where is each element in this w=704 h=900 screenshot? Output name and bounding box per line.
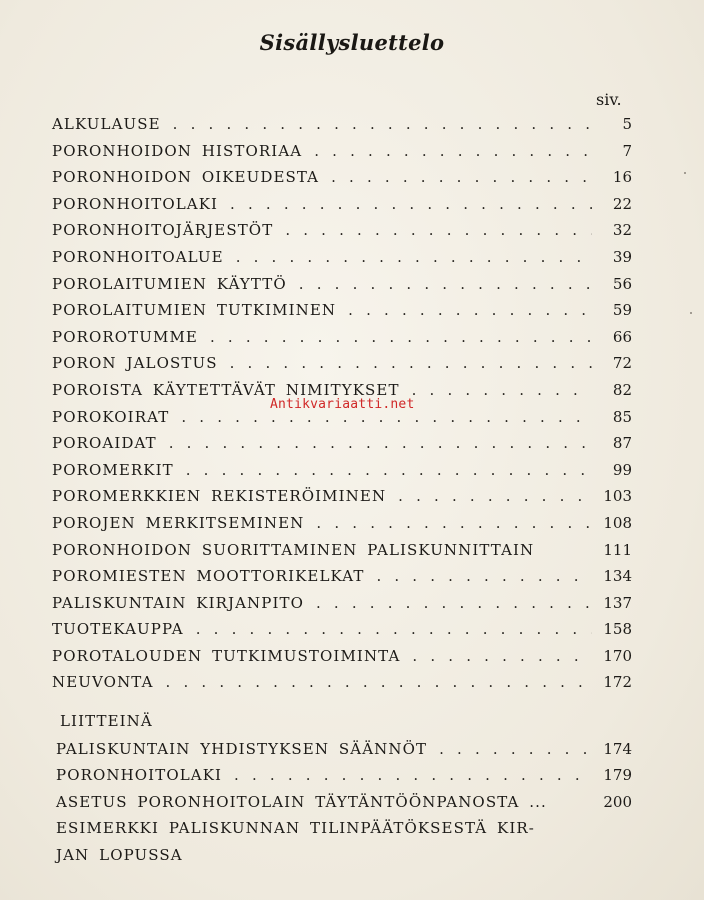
appendix-page-number: 200 (603, 792, 632, 811)
appendix-row (56, 766, 632, 792)
dot-leader (412, 381, 592, 399)
toc-page-number: 82 (612, 380, 632, 399)
toc-label: PORONHOITOLAKI (52, 194, 219, 213)
toc-page-number: 7 (622, 141, 632, 160)
toc-label: PORONHOITOALUE (52, 247, 224, 266)
dot-leader (234, 766, 592, 784)
toc-page-number: 5 (622, 115, 632, 133)
toc-page-number: 66 (612, 327, 632, 346)
toc-label: ALKULAUSE (52, 115, 161, 133)
toc-label: PORONHOIDON OIKEUDESTA (52, 168, 320, 187)
toc-label: POROAIDAT (52, 434, 157, 453)
toc-row (52, 647, 632, 674)
dot-leader (186, 461, 592, 479)
toc-label: POROLAITUMIEN KÄYTTÖ (52, 274, 287, 293)
dot-leader (285, 221, 592, 239)
toc-page-number: 22 (612, 194, 632, 213)
toc-page-number: 158 (603, 620, 632, 639)
toc-page-number: 172 (603, 673, 632, 692)
toc-label: POROTALOUDEN TUTKIMUSTOIMINTA (52, 646, 401, 665)
dot-leader (316, 594, 592, 612)
dot-leader (196, 620, 592, 638)
dot-leader (236, 248, 592, 266)
toc-page-number: 111 (603, 540, 632, 559)
appendix-label: PORONHOITOLAKI (56, 766, 223, 785)
appendix-label: PALISKUNTAIN YHDISTYKSEN SÄÄNNÖT (56, 740, 428, 758)
appendix-label: JAN LOPUSSA (56, 845, 183, 864)
toc-page-number: 87 (612, 434, 632, 453)
dot-leader (398, 487, 592, 505)
appendix-row (56, 740, 632, 766)
dot-leader (376, 567, 592, 585)
toc-label: POROROTUMME (52, 327, 198, 346)
toc-row (52, 115, 632, 142)
toc-page-number: 99 (612, 460, 632, 479)
toc-row (52, 487, 632, 514)
dot-leader (331, 168, 592, 186)
toc-row (52, 221, 632, 248)
toc-row (52, 461, 632, 488)
toc-label: PORONHOIDON HISTORIAA (52, 141, 303, 160)
toc-label: PORON JALOSTUS (52, 354, 218, 373)
dot-leader (316, 514, 592, 532)
toc-page-number: 56 (612, 274, 632, 293)
toc-row (52, 620, 632, 647)
toc-page-number: 85 (612, 407, 632, 426)
appendix-page-number: 179 (603, 766, 632, 785)
dot-leader (299, 275, 592, 293)
toc-row (52, 541, 632, 568)
toc-row (52, 142, 632, 169)
dot-leader (169, 434, 592, 452)
appendix-row (56, 846, 632, 872)
dot-leader (173, 115, 592, 133)
toc-label: TUOTEKAUPPA (52, 620, 184, 639)
paper-speck (684, 172, 686, 174)
toc-label: POROISTA KÄYTETTÄVÄT NIMITYKSET (52, 380, 400, 399)
toc-label: POROMERKKIEN REKISTERÖIMINEN (52, 487, 387, 506)
toc-label: NEUVONTA (52, 673, 154, 692)
toc-label: POROLAITUMIEN TUTKIMINEN (52, 301, 337, 320)
toc-page-number: 16 (612, 168, 632, 187)
appendix-row (56, 793, 632, 819)
dot-leader (412, 647, 592, 665)
toc-label: PALISKUNTAIN KIRJANPITO (52, 593, 304, 612)
toc-label: PORONHOIDON SUORITTAMINEN PALISKUNNITTAIN (52, 540, 535, 559)
toc-page-number: 59 (612, 301, 632, 320)
toc-page-number: 39 (612, 247, 632, 266)
toc-label: POROKOIRAT (52, 407, 170, 426)
toc-row (52, 673, 632, 700)
toc-page-number: 32 (612, 221, 632, 240)
appendix-list (56, 740, 632, 872)
toc-page-number: 170 (603, 646, 632, 665)
toc-label: POROMIESTEN MOOTTORIKELKAT (52, 567, 365, 586)
toc-label: POROJEN MERKITSEMINEN (52, 513, 305, 532)
appendix-label: ESIMERKKI PALISKUNNAN TILINPÄÄTÖKSESTÄ KIR- (56, 819, 535, 838)
dot-leader (230, 354, 592, 372)
toc-page-number: 134 (603, 567, 632, 586)
appendix-page-number: 174 (603, 740, 632, 758)
dot-leader (314, 142, 592, 160)
dot-leader (230, 195, 592, 213)
toc-row (52, 514, 632, 541)
toc-row (52, 248, 632, 275)
toc-page-number: 103 (603, 487, 632, 506)
toc-label: PORONHOITOJÄRJESTÖT (52, 221, 274, 240)
toc-row (52, 567, 632, 594)
toc-page-number: 72 (612, 354, 632, 373)
appendix-heading: LIITTEINÄ (60, 712, 153, 730)
dot-leader (439, 740, 592, 758)
toc-row (52, 434, 632, 461)
dot-leader (348, 301, 592, 319)
toc-row (52, 168, 632, 195)
paper-speck (690, 312, 692, 314)
dot-leader (166, 673, 592, 691)
toc-row (52, 275, 632, 302)
toc-row (52, 594, 632, 621)
page-column-header: siv. (596, 90, 622, 109)
toc-label: POROMERKIT (52, 460, 174, 479)
dot-leader (210, 328, 592, 346)
toc-row (52, 354, 632, 381)
toc-row (52, 195, 632, 222)
watermark: Antikvariaatti.net (270, 397, 415, 412)
toc-row (52, 301, 632, 328)
toc-row (52, 328, 632, 355)
toc-page-number: 108 (603, 513, 632, 532)
toc-page-number: 137 (603, 593, 632, 612)
appendix-label: ASETUS PORONHOITOLAIN TÄYTÄNTÖÖNPANOSTA ... (56, 792, 547, 811)
page-title: Sisällysluettelo (259, 30, 445, 55)
appendix-row (56, 819, 632, 845)
